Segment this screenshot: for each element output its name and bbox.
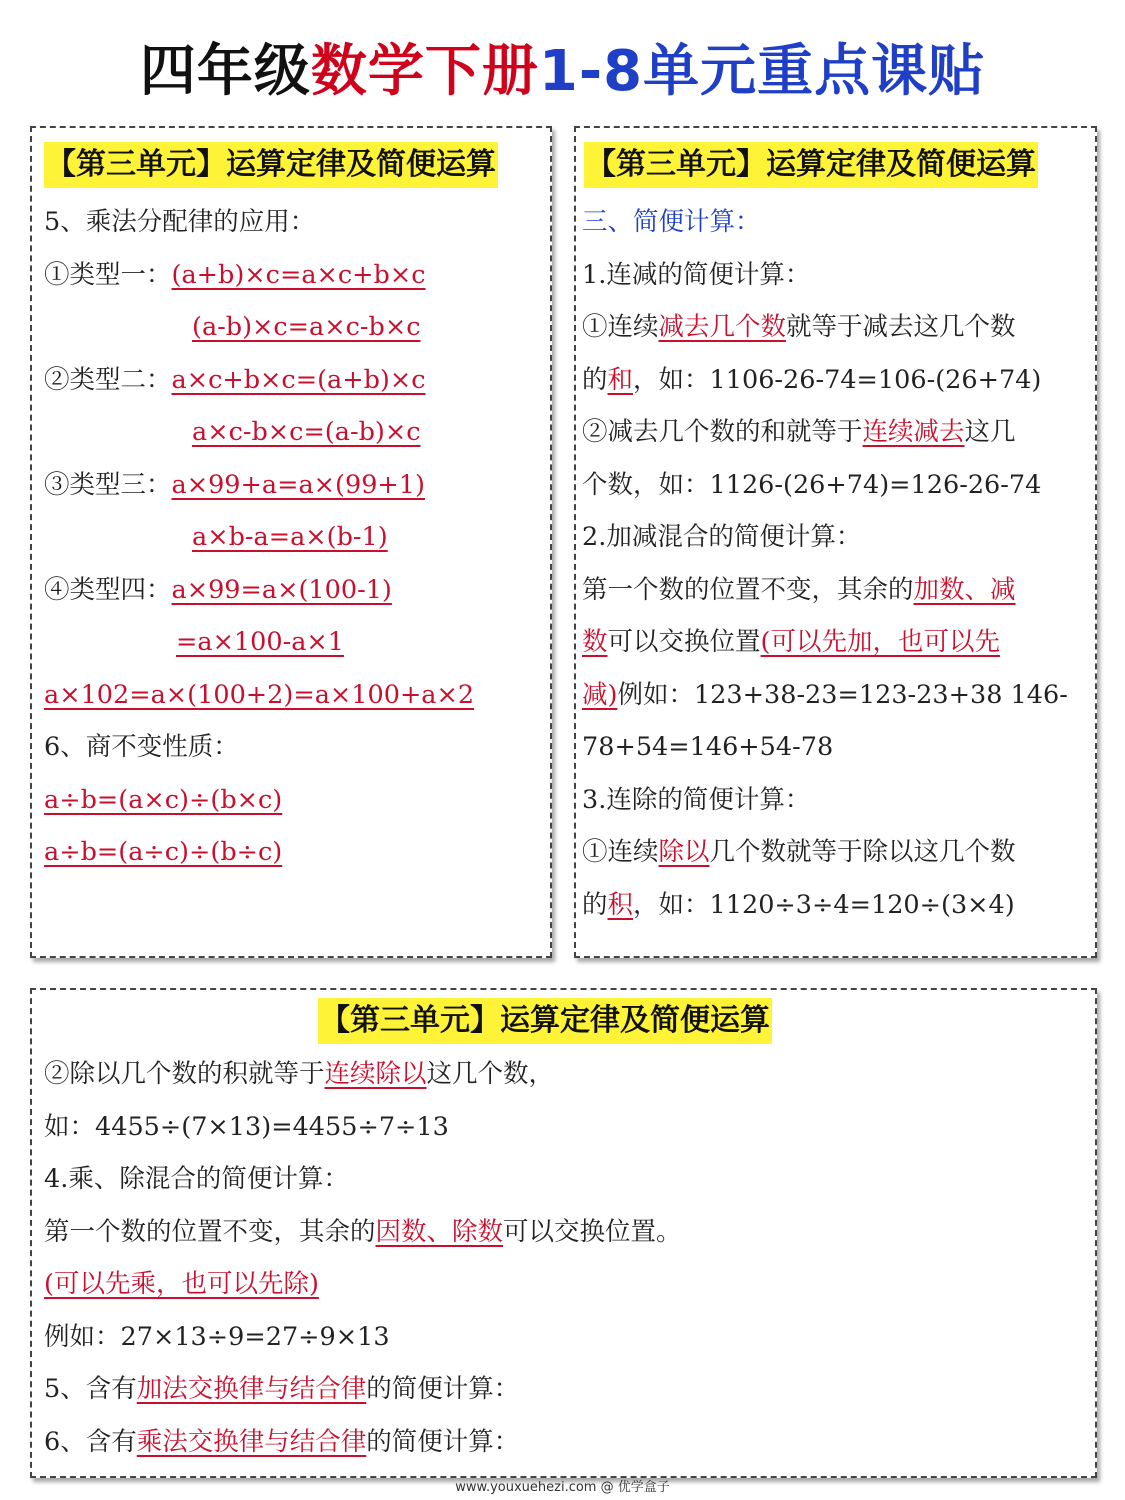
text-line <box>582 301 1068 354</box>
text-line <box>582 354 1068 407</box>
highlight: 加法交换律与结合律 <box>136 1374 367 1404</box>
formula: a÷b=(a÷c)÷(b÷c) <box>44 837 283 867</box>
card-mixed-operations <box>30 988 1097 1478</box>
highlight: 数 <box>582 627 608 657</box>
formula: a×b-a=a×(b-1) <box>192 522 388 552</box>
text: 的 <box>582 889 608 920</box>
text-line: 2.加减混合的简便计算： <box>582 522 862 552</box>
text-line <box>44 511 474 564</box>
text-line: 4.乘、除混合的简便计算： <box>44 1164 349 1194</box>
highlight: 连续减去 <box>862 417 965 447</box>
text-line: 1.连减的简便计算： <box>582 259 811 290</box>
text-line <box>44 774 474 827</box>
text-line <box>582 669 1068 722</box>
formula: (a+b)×c=a×c+b×c <box>171 259 426 290</box>
title-grade: 四年级 <box>139 39 311 104</box>
text: 几个数就等于除以这几个数 <box>709 837 1016 867</box>
highlight: 连续除以 <box>324 1059 427 1089</box>
text-line <box>44 564 474 617</box>
text-line <box>44 1258 682 1311</box>
card-distributive-law <box>30 126 552 958</box>
label: ①类型一： <box>44 259 172 290</box>
highlight: 和 <box>607 364 634 395</box>
text: ②减去几个数的和就等于 <box>582 417 863 447</box>
text: ，如：1106-26-74=106-(26+74) <box>633 364 1042 395</box>
title-subject: 数学下册 <box>310 39 539 104</box>
text-line <box>44 354 474 407</box>
text-line: 3.连除的简便计算： <box>582 784 811 815</box>
text: ②除以几个数的积就等于 <box>44 1059 325 1089</box>
text-line <box>44 826 474 879</box>
text-line <box>44 459 474 512</box>
text: ①连续 <box>582 312 659 342</box>
label: ②类型二： <box>44 364 172 395</box>
text: 的简便计算： <box>366 1426 520 1457</box>
text: 第一个数的位置不变，其余的 <box>44 1216 376 1247</box>
highlight: 因数、除数 <box>375 1216 504 1247</box>
text: ①连续 <box>582 837 659 867</box>
formula: =a×100-a×1 <box>176 627 345 657</box>
label: ③类型三： <box>44 469 172 500</box>
formula: a×c+b×c=(a+b)×c <box>171 364 426 395</box>
text-line <box>44 1206 682 1259</box>
highlight: 乘法交换律与结合律 <box>136 1426 367 1457</box>
text-line: 5、乘法分配律的应用： <box>44 207 316 237</box>
text: 可以交换位置 <box>607 627 761 657</box>
card-header: 【第三单元】运算定律及简便运算 <box>318 998 772 1044</box>
formula: a÷b=(a×c)÷(b×c) <box>44 784 283 815</box>
text-line <box>44 406 474 459</box>
text-line: 78+54=146+54-78 <box>582 732 834 762</box>
text: 这几个数， <box>426 1059 555 1089</box>
text-line <box>582 406 1068 459</box>
card-header: 【第三单元】运算定律及简便运算 <box>584 142 1038 188</box>
text: 可以交换位置。 <box>503 1216 682 1247</box>
watermark: www.youxuehezi.com @ 优学盒子 <box>455 1480 670 1495</box>
text-line <box>582 564 1068 617</box>
text-line <box>44 1416 682 1469</box>
section-heading: 三、简便计算： <box>582 207 761 237</box>
text-line <box>582 826 1068 879</box>
text-line <box>44 301 474 354</box>
highlight: 减去几个数 <box>658 312 787 342</box>
label: ④类型四： <box>44 574 172 605</box>
card-body <box>44 1048 682 1468</box>
highlight: 加数、减 <box>913 574 1016 605</box>
text: 例如：123+38-23=123-23+38 146- <box>617 679 1068 710</box>
formula: a×99=a×(100-1) <box>171 574 392 605</box>
text-line <box>44 669 474 722</box>
text: ，如：1120÷3÷4=120÷(3×4) <box>633 889 1015 920</box>
text: 6、含有 <box>44 1426 137 1457</box>
text-line <box>582 616 1068 669</box>
highlight: (可以先加，也可以先 <box>760 627 1000 657</box>
highlight: 积 <box>607 889 634 920</box>
text: 就等于减去这几个数 <box>786 312 1016 342</box>
text-line <box>44 616 474 669</box>
formula: (a-b)×c=a×c-b×c <box>192 312 421 342</box>
highlight: (可以先乘，也可以先除) <box>44 1269 319 1299</box>
card-simple-calculation <box>574 126 1097 958</box>
text: 5、含有 <box>44 1374 137 1404</box>
text-line <box>44 249 474 302</box>
card-body <box>582 196 1068 931</box>
text: 第一个数的位置不变，其余的 <box>582 574 914 605</box>
text-line: 例如：27×13÷9=27÷9×13 <box>44 1321 390 1352</box>
text-line: 如：4455÷(7×13)=4455÷7÷13 <box>44 1111 449 1142</box>
text-line <box>44 1048 682 1101</box>
card-body <box>44 196 474 879</box>
title-units: 1-8单元重点课贴 <box>538 39 986 104</box>
formula: a×c-b×c=(a-b)×c <box>192 417 421 447</box>
text-line <box>44 1363 682 1416</box>
card-header: 【第三单元】运算定律及简便运算 <box>44 142 498 188</box>
formula: a×99+a=a×(99+1) <box>171 469 425 500</box>
text: 的简便计算： <box>366 1374 520 1404</box>
text: 这几 <box>964 417 1016 447</box>
formula: a×102=a×(100+2)=a×100+a×2 <box>44 679 475 710</box>
text: 的 <box>582 364 608 395</box>
page-title <box>0 32 1125 112</box>
text-line: 6、商不变性质： <box>44 732 239 762</box>
text-line: 个数，如：1126-(26+74)=126-26-74 <box>582 469 1042 500</box>
text-line <box>582 879 1068 932</box>
highlight: 减) <box>582 679 618 710</box>
highlight: 除以 <box>658 837 710 867</box>
